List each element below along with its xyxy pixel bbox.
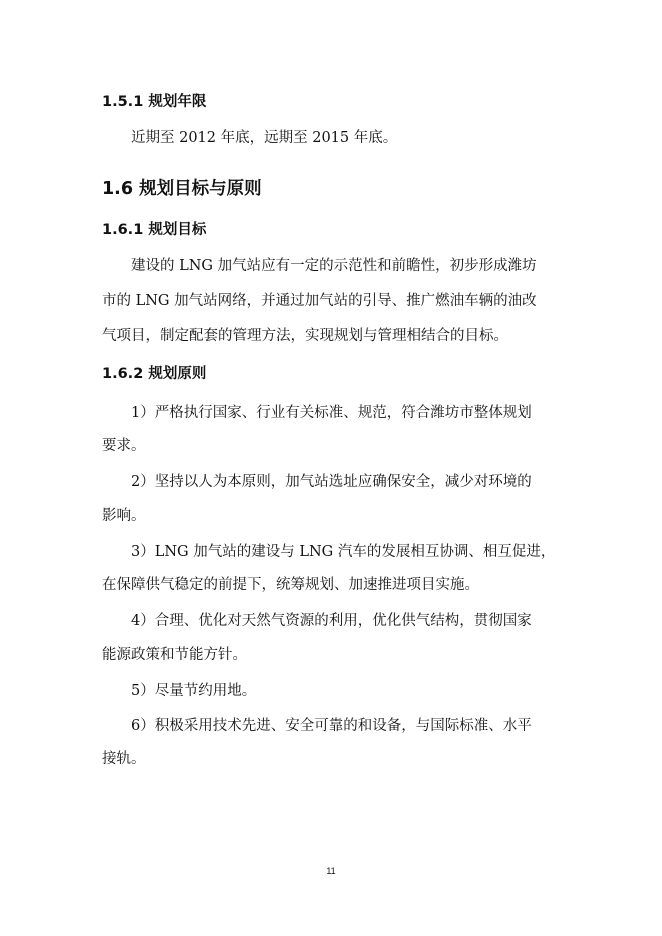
paragraph-goal-line-2: 市的 LNG 加气站网络，并通过加气站的引导、推广燃油车辆的油改: [102, 293, 537, 309]
principle-3-line-2: 在保障供气稳定的前提下，统筹规划、加速推进项目实施。: [102, 577, 479, 593]
heading-1-6: 1.6 规划目标与原则: [102, 179, 262, 199]
principle-4-line-1: 4）合理、优化对天然气资源的利用，优化供气结构，贯彻国家: [131, 613, 532, 629]
principle-1-line-1: 1）严格执行国家、行业有关标准、规范，符合潍坊市整体规划: [131, 405, 532, 421]
principle-2-line-1: 2）坚持以人为本原则，加气站选址应确保安全，减少对环境的: [131, 474, 532, 490]
principle-3-line-1: 3）LNG 加气站的建设与 LNG 汽车的发展相互协调、相互促进，: [131, 544, 556, 560]
heading-1-6-2: 1.6.2 规划原则: [102, 366, 207, 382]
principle-2-line-2: 影响。: [102, 508, 146, 524]
principle-1-line-2: 要求。: [102, 438, 146, 454]
principle-5-line-1: 5）尽量节约用地。: [131, 683, 257, 699]
paragraph-goal-line-1: 建设的 LNG 加气站应有一定的示范性和前瞻性，初步形成潍坊: [131, 258, 537, 274]
heading-1-5-1: 1.5.1 规划年限: [102, 94, 207, 110]
heading-1-6-1: 1.6.1 规划目标: [102, 222, 207, 238]
principle-6-line-2: 接轨。: [102, 751, 146, 767]
paragraph-planning-period: 近期至 2012 年底，远期至 2015 年底。: [131, 130, 398, 146]
principle-6-line-1: 6）积极采用技术先进、安全可靠的和设备，与国际标准、水平: [131, 718, 532, 734]
page-number: 11: [326, 866, 336, 876]
principle-4-line-2: 能源政策和节能方针。: [102, 647, 247, 663]
paragraph-goal-line-3: 气项目，制定配套的管理方法，实现规划与管理相结合的目标。: [102, 328, 508, 344]
